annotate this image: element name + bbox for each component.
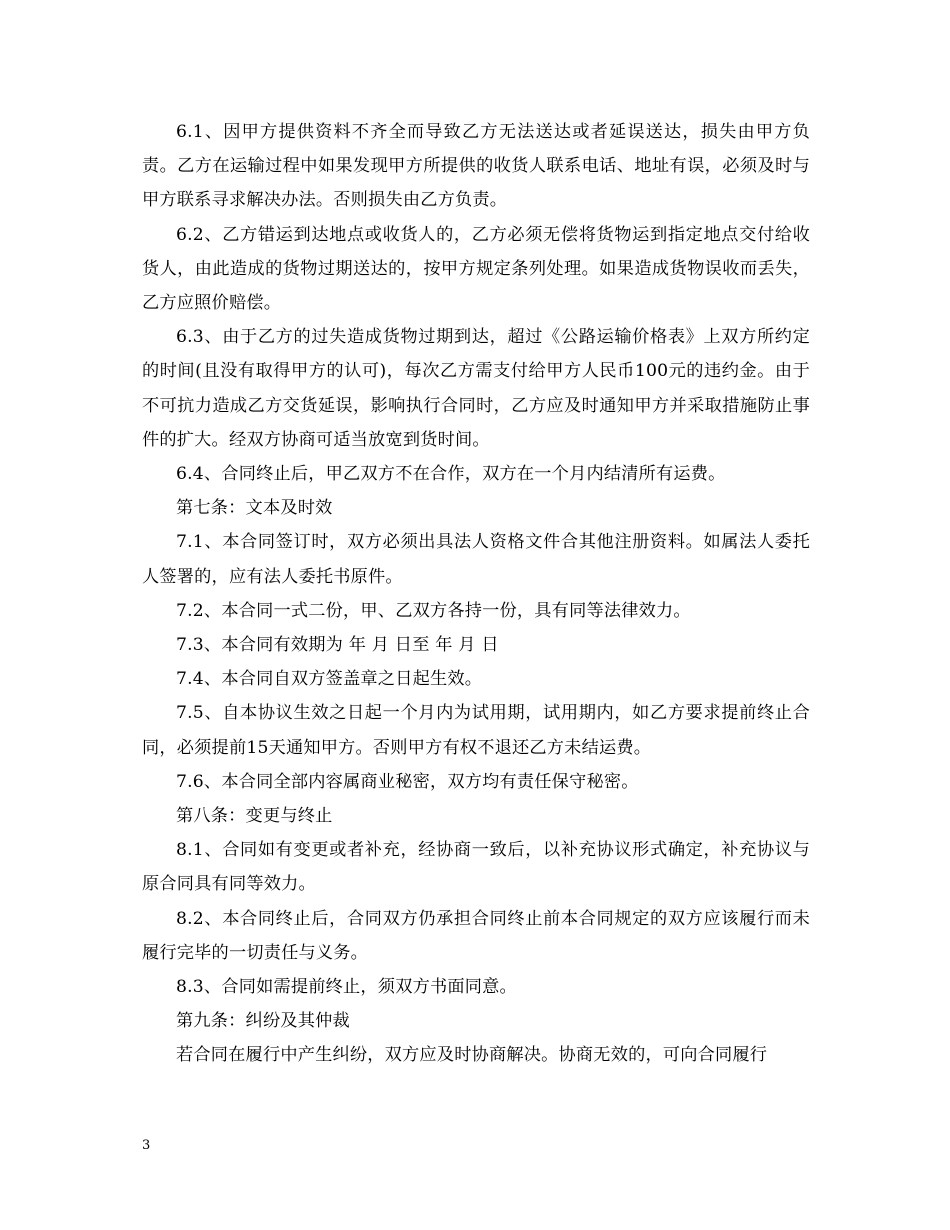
clause-7-5: 7.5、自本协议生效之日起一个月内为试用期，试用期内，如乙方要求提前终止合同，必须提前15天通知甲方。否则甲方有权不退还乙方未结运费。 — [142, 703, 810, 758]
page-number: 3 — [142, 1138, 151, 1153]
article-8-heading: 第八条：变更与终止 — [176, 806, 333, 827]
clause-9-text: 若合同在履行中产生纠纷，双方应及时协商解决。协商无效的，可向合同履行 — [176, 1045, 768, 1066]
clause-6-2: 6.2、乙方错运到达地点或收货人的，乙方必须无偿将货物运到指定地点交付给收货人，由此造成的货物过期送达的，按甲方规定条列处理。如果造成货物误收而丢失，乙方应照价赔偿。 — [142, 224, 810, 314]
clause-6-1: 6.1、因甲方提供资料不齐全而导致乙方无法送达或者延误送达，损失由甲方负责。乙方在运输过程中如果发现甲方所提供的收货人联系电话、地址有误，必须及时与甲方联系寻求解决办法。否则损失由乙方负责。 — [142, 122, 810, 211]
clause-8-2: 8.2、本合同终止后，合同双方仍承担合同终止前本合同规定的双方应该履行而未履行完毕的一切责任与义务。 — [142, 908, 810, 963]
clause-7-2: 7.2、本合同一式二份，甲、乙双方各持一份，具有同等法律效力。 — [176, 600, 691, 621]
clause-7-1: 7.1、本合同签订时，双方必须出具法人资格文件合其他注册资料。如属法人委托人签署的，应有法人委托书原件。 — [142, 532, 810, 587]
clause-8-1: 8.1、合同如有变更或者补充，经协商一致后，以补充协议形式确定，补充协议与原合同具有同等效力。 — [142, 840, 810, 895]
document-body — [142, 115, 810, 1073]
clause-6-4: 6.4、合同终止后，甲乙双方不在合作，双方在一个月内结清所有运费。 — [176, 464, 726, 485]
clause-7-4: 7.4、本合同自双方签盖章之日起生效。 — [176, 669, 483, 690]
article-7-heading: 第七条：文本及时效 — [176, 498, 333, 519]
clause-7-3: 7.3、本合同有效期为 年 月 日至 年 月 日 — [176, 635, 499, 656]
clause-7-6: 7.6、本合同全部内容属商业秘密，双方均有责任保守秘密。 — [176, 771, 639, 792]
article-9-heading: 第九条：纠纷及其仲裁 — [176, 1011, 350, 1032]
clause-6-3: 6.3、由于乙方的过失造成货物过期到达，超过《公路运输价格表》上双方所约定的时间(且没有取得甲方的认可)，每次乙方需支付给甲方人民币100元的违约金。由于不可抗力造成乙方交货延误，影响执行合同时，乙方应及时通知甲方并采取措施防止事件的扩大。经双方协商可适当放宽到货时间。 — [142, 327, 810, 450]
clause-8-3: 8.3、合同如需提前终止，须双方书面同意。 — [176, 977, 517, 998]
